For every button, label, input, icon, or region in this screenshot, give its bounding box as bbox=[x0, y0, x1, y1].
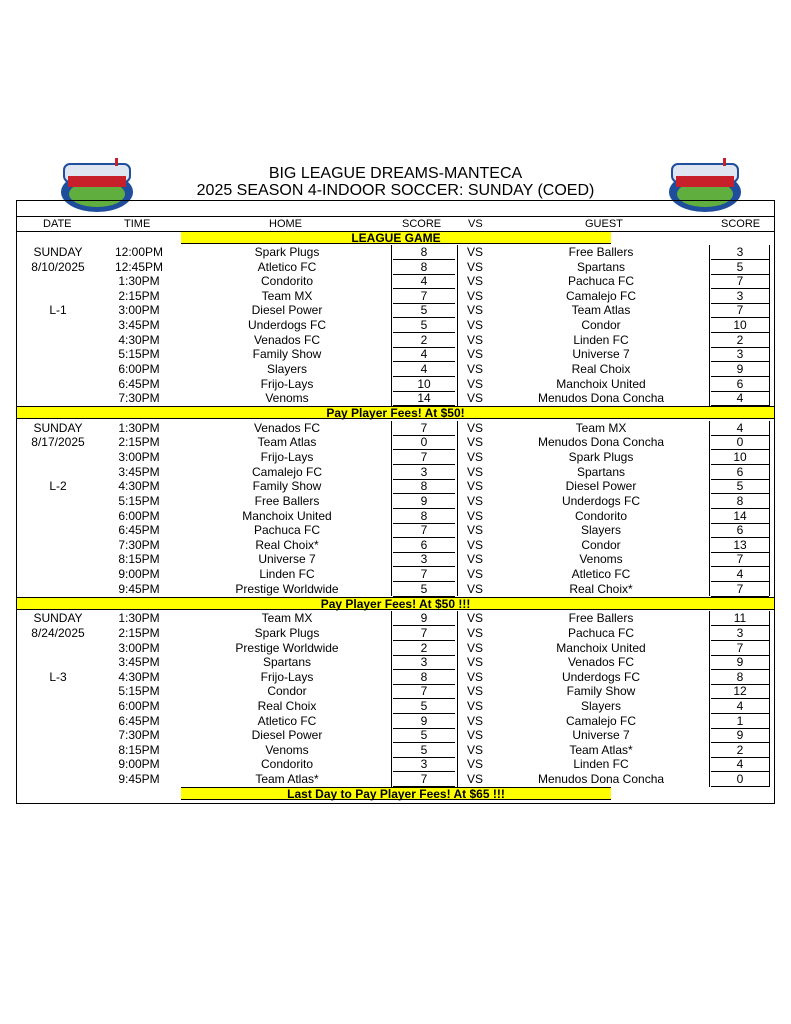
guest-team: Spartans bbox=[576, 464, 626, 479]
guest-team: Venados FC bbox=[567, 655, 635, 670]
home-team: Venados FC bbox=[253, 420, 321, 435]
home-score: 7 bbox=[393, 626, 455, 641]
home-team: Free Ballers bbox=[254, 493, 320, 508]
guest-score: 4 bbox=[711, 699, 769, 714]
game-time: 3:45PM bbox=[118, 464, 160, 479]
league-game-banner: LEAGUE GAME bbox=[181, 231, 611, 244]
game-row bbox=[17, 743, 774, 758]
home-team: Diesel Power bbox=[251, 303, 323, 318]
vs-label: VS bbox=[467, 450, 484, 465]
schedule-table bbox=[16, 200, 775, 804]
game-time: 6:00PM bbox=[118, 698, 160, 713]
vs-label: VS bbox=[467, 581, 484, 596]
guest-team: Manchoix United bbox=[556, 640, 646, 655]
guest-score: 7 bbox=[711, 641, 769, 656]
home-score: 14 bbox=[393, 391, 455, 406]
home-team: Prestige Worldwide bbox=[235, 581, 339, 596]
vs-label: VS bbox=[467, 567, 484, 582]
home-team: Team Atlas bbox=[257, 435, 317, 450]
home-team: Frijo-Lays bbox=[260, 450, 314, 465]
game-time: 1:30PM bbox=[118, 420, 160, 435]
home-score: 5 bbox=[393, 582, 455, 597]
home-score: 8 bbox=[393, 260, 455, 275]
fee-notice-banner: Pay Player Fees! At $50 !!! bbox=[17, 597, 774, 610]
guest-team: Team Atlas bbox=[571, 303, 631, 318]
home-team: Universe 7 bbox=[258, 552, 316, 567]
vs-label: VS bbox=[467, 698, 484, 713]
home-score: 5 bbox=[393, 699, 455, 714]
guest-score: 6 bbox=[711, 377, 769, 392]
guest-score: 3 bbox=[711, 626, 769, 641]
game-time: 2:15PM bbox=[118, 288, 160, 303]
header-divider bbox=[17, 231, 774, 232]
game-time: 5:15PM bbox=[118, 493, 160, 508]
guest-team: Spartans bbox=[576, 259, 626, 274]
week-label: L-1 bbox=[49, 303, 67, 318]
game-row bbox=[17, 757, 774, 772]
game-time: 3:00PM bbox=[118, 450, 160, 465]
home-team: Spark Plugs bbox=[254, 625, 320, 640]
vs-label: VS bbox=[467, 420, 484, 435]
guest-team: Pachuca FC bbox=[567, 625, 635, 640]
guest-score: 7 bbox=[711, 582, 769, 597]
guest-score: 11 bbox=[711, 611, 769, 626]
vs-label: VS bbox=[467, 537, 484, 552]
guest-score: 4 bbox=[711, 757, 769, 772]
week-label: L-3 bbox=[49, 669, 67, 684]
week-label: L-2 bbox=[49, 479, 67, 494]
guest-team: Camalejo FC bbox=[565, 713, 637, 728]
home-score: 7 bbox=[393, 289, 455, 304]
guest-team: Condor bbox=[581, 318, 621, 333]
home-team: Condor bbox=[267, 684, 307, 699]
guest-score: 7 bbox=[711, 552, 769, 567]
home-team: Team Atlas* bbox=[255, 772, 319, 787]
guest-team: Underdogs FC bbox=[561, 493, 641, 508]
guest-score-right-line bbox=[769, 421, 770, 596]
guest-score: 5 bbox=[711, 479, 769, 494]
home-score: 2 bbox=[393, 333, 455, 348]
guest-score: 8 bbox=[711, 494, 769, 509]
home-team: Frijo-Lays bbox=[260, 376, 314, 391]
vs-label: VS bbox=[467, 391, 484, 406]
vs-label: VS bbox=[467, 655, 484, 670]
home-team: Condorito bbox=[260, 274, 314, 289]
game-time: 2:15PM bbox=[118, 435, 160, 450]
home-score: 5 bbox=[393, 743, 455, 758]
game-time: 6:45PM bbox=[118, 376, 160, 391]
vs-label: VS bbox=[467, 245, 484, 259]
home-team: Slayers bbox=[266, 361, 307, 376]
game-row bbox=[17, 289, 774, 304]
guest-score: 7 bbox=[711, 303, 769, 318]
home-team: Team MX bbox=[261, 611, 313, 626]
col-header-home: HOME bbox=[269, 218, 302, 230]
home-team: Venoms bbox=[265, 742, 309, 757]
guest-team: Universe 7 bbox=[572, 728, 630, 743]
game-row bbox=[17, 274, 774, 289]
vs-label: VS bbox=[467, 713, 484, 728]
home-team: Pachuca FC bbox=[253, 523, 321, 538]
vs-label: VS bbox=[467, 303, 484, 318]
game-time: 4:30PM bbox=[118, 669, 160, 684]
home-team: Atletico FC bbox=[257, 713, 317, 728]
guest-team: Diesel Power bbox=[565, 479, 637, 494]
game-row bbox=[17, 772, 774, 787]
home-team: Real Choix bbox=[257, 698, 317, 713]
guest-team: Linden FC bbox=[573, 757, 629, 772]
vs-label: VS bbox=[467, 728, 484, 743]
vs-label: VS bbox=[467, 288, 484, 303]
game-row bbox=[17, 626, 774, 641]
game-row bbox=[17, 538, 774, 553]
game-row bbox=[17, 641, 774, 656]
game-time: 9:45PM bbox=[118, 772, 160, 787]
game-time: 12:45PM bbox=[114, 259, 164, 274]
guest-score: 13 bbox=[711, 538, 769, 553]
game-row bbox=[17, 377, 774, 392]
guest-score: 0 bbox=[711, 772, 769, 787]
vs-label: VS bbox=[467, 347, 484, 362]
guest-score-right-line bbox=[769, 611, 770, 786]
guest-score: 3 bbox=[711, 347, 769, 362]
home-team: Real Choix* bbox=[255, 537, 319, 552]
home-team: Family Show bbox=[252, 347, 322, 362]
game-time: 9:00PM bbox=[118, 567, 160, 582]
guest-team: Real Choix* bbox=[569, 581, 633, 596]
guest-score: 2 bbox=[711, 333, 769, 348]
home-team: Underdogs FC bbox=[247, 318, 327, 333]
vs-label: VS bbox=[467, 772, 484, 787]
home-score: 0 bbox=[393, 435, 455, 450]
guest-team: Atletico FC bbox=[571, 567, 631, 582]
vs-label: VS bbox=[467, 684, 484, 699]
guest-score: 1 bbox=[711, 714, 769, 729]
game-time: 5:15PM bbox=[118, 347, 160, 362]
guest-team: Free Ballers bbox=[568, 611, 634, 626]
guest-team: Menudos Dona Concha bbox=[537, 391, 665, 406]
home-team: Diesel Power bbox=[251, 728, 323, 743]
home-team: Spartans bbox=[262, 655, 312, 670]
home-score: 8 bbox=[393, 509, 455, 524]
game-row bbox=[17, 494, 774, 509]
home-score-left-line bbox=[391, 245, 392, 406]
game-row bbox=[17, 333, 774, 348]
col-header-guest: GUEST bbox=[585, 218, 623, 230]
home-team: Camalejo FC bbox=[251, 464, 323, 479]
game-row bbox=[17, 421, 774, 436]
game-time: 3:45PM bbox=[118, 318, 160, 333]
home-team: Atletico FC bbox=[257, 259, 317, 274]
home-team: Manchoix United bbox=[242, 508, 332, 523]
guest-team: Condor bbox=[581, 537, 621, 552]
guest-team: Slayers bbox=[580, 523, 621, 538]
game-row bbox=[17, 303, 774, 318]
home-score: 3 bbox=[393, 465, 455, 480]
game-row bbox=[17, 523, 774, 538]
home-score: 8 bbox=[393, 479, 455, 494]
home-score: 3 bbox=[393, 655, 455, 670]
vs-label: VS bbox=[467, 361, 484, 376]
home-score: 9 bbox=[393, 714, 455, 729]
game-row bbox=[17, 552, 774, 567]
home-team: Team MX bbox=[261, 288, 313, 303]
game-row bbox=[17, 465, 774, 480]
home-score-right-line bbox=[457, 421, 458, 596]
game-row bbox=[17, 655, 774, 670]
game-time: 6:00PM bbox=[118, 361, 160, 376]
guest-team: Spark Plugs bbox=[568, 450, 634, 465]
game-row bbox=[17, 611, 774, 626]
col-header-vs: VS bbox=[468, 218, 483, 230]
game-time: 9:45PM bbox=[118, 581, 160, 596]
game-row bbox=[17, 567, 774, 582]
guest-score: 7 bbox=[711, 274, 769, 289]
game-time: 1:30PM bbox=[118, 611, 160, 626]
guest-score-right-line bbox=[769, 245, 770, 406]
game-time: 1:30PM bbox=[118, 274, 160, 289]
home-score: 7 bbox=[393, 567, 455, 582]
vs-label: VS bbox=[467, 552, 484, 567]
game-time: 5:15PM bbox=[118, 684, 160, 699]
game-time: 7:30PM bbox=[118, 537, 160, 552]
game-time: 7:30PM bbox=[118, 728, 160, 743]
game-time: 3:00PM bbox=[118, 303, 160, 318]
home-score: 3 bbox=[393, 757, 455, 772]
home-score: 3 bbox=[393, 552, 455, 567]
game-row bbox=[17, 260, 774, 275]
guest-score: 9 bbox=[711, 728, 769, 743]
vs-label: VS bbox=[467, 640, 484, 655]
vs-label: VS bbox=[467, 376, 484, 391]
game-time: 2:15PM bbox=[118, 625, 160, 640]
home-team: Prestige Worldwide bbox=[235, 640, 339, 655]
home-score: 6 bbox=[393, 538, 455, 553]
home-team: Linden FC bbox=[259, 567, 315, 582]
guest-team: Real Choix bbox=[571, 361, 631, 376]
guest-score: 3 bbox=[711, 245, 769, 260]
fee-notice-banner: Pay Player Fees! At $50! bbox=[17, 406, 774, 419]
guest-score: 6 bbox=[711, 465, 769, 480]
home-score: 7 bbox=[393, 450, 455, 465]
guest-score: 2 bbox=[711, 743, 769, 758]
guest-score: 6 bbox=[711, 523, 769, 538]
home-team: Venados FC bbox=[253, 332, 321, 347]
guest-team: Team MX bbox=[575, 420, 627, 435]
guest-score: 14 bbox=[711, 509, 769, 524]
game-row bbox=[17, 684, 774, 699]
home-score: 8 bbox=[393, 245, 455, 260]
home-score-left-line bbox=[391, 421, 392, 596]
game-row bbox=[17, 362, 774, 377]
guest-score: 4 bbox=[711, 391, 769, 406]
home-score: 5 bbox=[393, 303, 455, 318]
home-score: 7 bbox=[393, 523, 455, 538]
vs-label: VS bbox=[467, 493, 484, 508]
guest-score: 9 bbox=[711, 362, 769, 377]
game-time: 4:30PM bbox=[118, 332, 160, 347]
guest-score: 0 bbox=[711, 435, 769, 450]
vs-label: VS bbox=[467, 669, 484, 684]
guest-score: 10 bbox=[711, 318, 769, 333]
home-score: 5 bbox=[393, 728, 455, 743]
game-time: 3:00PM bbox=[118, 640, 160, 655]
home-score: 7 bbox=[393, 684, 455, 699]
game-time: 4:30PM bbox=[118, 479, 160, 494]
game-row bbox=[17, 714, 774, 729]
game-row bbox=[17, 450, 774, 465]
game-row bbox=[17, 245, 774, 260]
vs-label: VS bbox=[467, 435, 484, 450]
game-row bbox=[17, 728, 774, 743]
game-row bbox=[17, 509, 774, 524]
guest-team: Venoms bbox=[579, 552, 623, 567]
game-date: 8/10/2025 bbox=[31, 259, 85, 274]
vs-label: VS bbox=[467, 332, 484, 347]
home-score: 10 bbox=[393, 377, 455, 392]
guest-team: Camalejo FC bbox=[565, 288, 637, 303]
game-time: 9:00PM bbox=[118, 757, 160, 772]
home-score: 4 bbox=[393, 347, 455, 362]
guest-score-left-line bbox=[709, 611, 710, 786]
game-row bbox=[17, 347, 774, 362]
game-time: 6:00PM bbox=[118, 508, 160, 523]
game-row bbox=[17, 699, 774, 714]
vs-label: VS bbox=[467, 742, 484, 757]
guest-team: Manchoix United bbox=[556, 376, 646, 391]
guest-score: 4 bbox=[711, 567, 769, 582]
home-score: 4 bbox=[393, 362, 455, 377]
game-time: 3:45PM bbox=[118, 655, 160, 670]
vs-label: VS bbox=[467, 479, 484, 494]
game-date: 8/17/2025 bbox=[31, 435, 85, 450]
home-team: Spark Plugs bbox=[254, 245, 320, 259]
game-time: 12:00PM bbox=[114, 245, 164, 259]
guest-team: Underdogs FC bbox=[561, 669, 641, 684]
day-label: SUNDAY bbox=[33, 420, 83, 435]
vs-label: VS bbox=[467, 508, 484, 523]
home-team: Frijo-Lays bbox=[260, 669, 314, 684]
col-header-time: TIME bbox=[124, 218, 151, 230]
guest-score: 8 bbox=[711, 670, 769, 685]
vs-label: VS bbox=[467, 625, 484, 640]
guest-score: 3 bbox=[711, 289, 769, 304]
vs-label: VS bbox=[467, 757, 484, 772]
guest-team: Menudos Dona Concha bbox=[537, 435, 665, 450]
home-score: 4 bbox=[393, 274, 455, 289]
game-time: 6:45PM bbox=[118, 713, 160, 728]
game-time: 6:45PM bbox=[118, 523, 160, 538]
game-time: 8:15PM bbox=[118, 742, 160, 757]
game-time: 7:30PM bbox=[118, 391, 160, 406]
game-row bbox=[17, 479, 774, 494]
home-score: 2 bbox=[393, 641, 455, 656]
vs-label: VS bbox=[467, 464, 484, 479]
guest-team: Condorito bbox=[574, 508, 628, 523]
guest-team: Team Atlas* bbox=[569, 742, 633, 757]
guest-team: Linden FC bbox=[573, 332, 629, 347]
vs-label: VS bbox=[467, 318, 484, 333]
day-label: SUNDAY bbox=[33, 611, 83, 626]
home-score-right-line bbox=[457, 245, 458, 406]
page-subtitle: 2025 SEASON 4-INDOOR SOCCER: SUNDAY (COED) bbox=[196, 182, 595, 199]
guest-team: Menudos Dona Concha bbox=[537, 772, 665, 787]
guest-team: Universe 7 bbox=[572, 347, 630, 362]
home-score-right-line bbox=[457, 611, 458, 786]
vs-label: VS bbox=[467, 274, 484, 289]
col-header-home-score: SCORE bbox=[402, 218, 442, 230]
guest-score: 12 bbox=[711, 684, 769, 699]
guest-team: Family Show bbox=[566, 684, 636, 699]
home-team: Condorito bbox=[260, 757, 314, 772]
home-score: 7 bbox=[393, 772, 455, 787]
game-row bbox=[17, 318, 774, 333]
home-score: 7 bbox=[393, 421, 455, 436]
game-row bbox=[17, 582, 774, 597]
home-score: 8 bbox=[393, 670, 455, 685]
guest-score-left-line bbox=[709, 245, 710, 406]
guest-team: Pachuca FC bbox=[567, 274, 635, 289]
game-row bbox=[17, 435, 774, 450]
home-score: 9 bbox=[393, 611, 455, 626]
vs-label: VS bbox=[467, 259, 484, 274]
home-score: 9 bbox=[393, 494, 455, 509]
home-team: Family Show bbox=[252, 479, 322, 494]
home-team: Venoms bbox=[265, 391, 309, 406]
fee-notice-banner: Last Day to Pay Player Fees! At $65 !!! bbox=[181, 787, 611, 800]
guest-score: 4 bbox=[711, 421, 769, 436]
page-title: BIG LEAGUE DREAMS-MANTECA bbox=[268, 165, 523, 182]
home-score: 5 bbox=[393, 318, 455, 333]
guest-score: 9 bbox=[711, 655, 769, 670]
top-divider bbox=[17, 216, 774, 217]
home-score-left-line bbox=[391, 611, 392, 786]
game-row bbox=[17, 391, 774, 406]
game-date: 8/24/2025 bbox=[31, 625, 85, 640]
guest-team: Free Ballers bbox=[568, 245, 634, 259]
game-time: 8:15PM bbox=[118, 552, 160, 567]
guest-score-left-line bbox=[709, 421, 710, 596]
guest-team: Slayers bbox=[580, 698, 621, 713]
guest-score: 5 bbox=[711, 260, 769, 275]
vs-label: VS bbox=[467, 611, 484, 626]
guest-score: 10 bbox=[711, 450, 769, 465]
vs-label: VS bbox=[467, 523, 484, 538]
day-label: SUNDAY bbox=[33, 245, 83, 259]
col-header-date: DATE bbox=[43, 218, 72, 230]
game-row bbox=[17, 670, 774, 685]
col-header-guest-score: SCORE bbox=[721, 218, 761, 230]
